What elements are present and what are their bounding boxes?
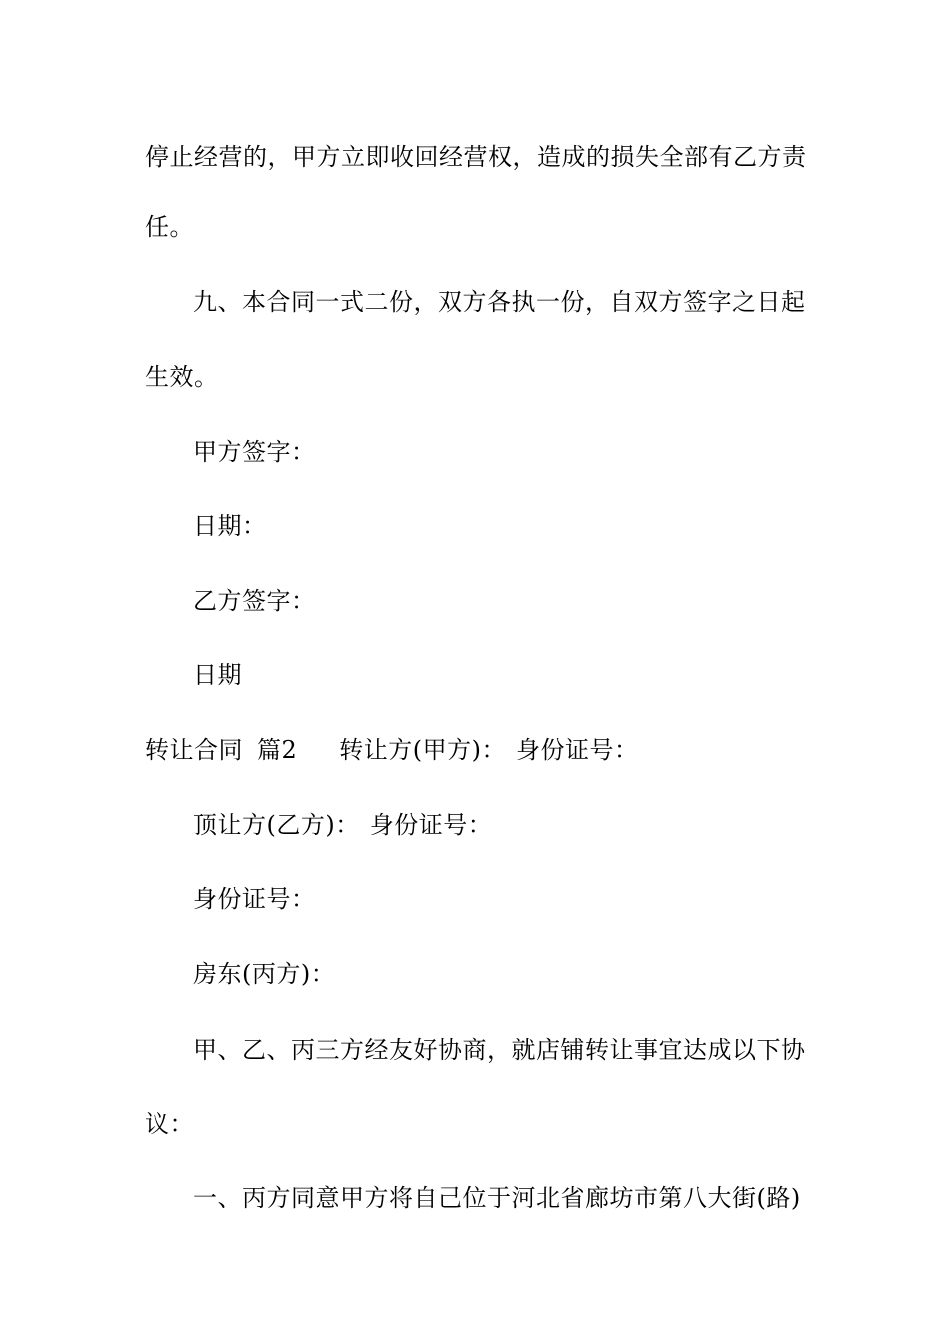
id-number-label: 身份证号： (516, 736, 639, 764)
landlord-label: 房东(丙方)： (193, 960, 336, 988)
transferor-label: 转让方(甲方)： (339, 736, 507, 764)
paragraph-line: 任。 (145, 213, 194, 241)
party-a-signature-label: 甲方签字： (193, 438, 316, 466)
date-label: 日期 (193, 661, 242, 689)
transferee-line (193, 810, 492, 840)
paragraph-line: 停止经营的，甲方立即收回经营权，造成的损失全部有乙方责 (145, 143, 807, 171)
id-number-label: 身份证号： (193, 885, 316, 913)
contract-heading-line (145, 735, 639, 765)
agreement-intro-line: 甲、乙、丙三方经友好协商，就店铺转让事宜达成以下协 (193, 1036, 806, 1064)
contract-part: 篇2 (257, 736, 298, 764)
contract-title: 转让合同 (145, 736, 243, 764)
transferee-label: 顶让方(乙方)： (193, 811, 360, 839)
clause-one-line: 一、丙方同意甲方将自己位于河北省廊坊市第八大街(路) (193, 1184, 801, 1212)
clause-nine-line: 九、本合同一式二份，双方各执一份，自双方签字之日起 (193, 288, 806, 316)
paragraph-line: 生效。 (145, 363, 219, 391)
party-b-signature-label: 乙方签字： (193, 587, 316, 615)
id-number-label: 身份证号： (369, 811, 493, 839)
date-label: 日期： (193, 512, 267, 540)
paragraph-line: 议： (145, 1110, 194, 1138)
